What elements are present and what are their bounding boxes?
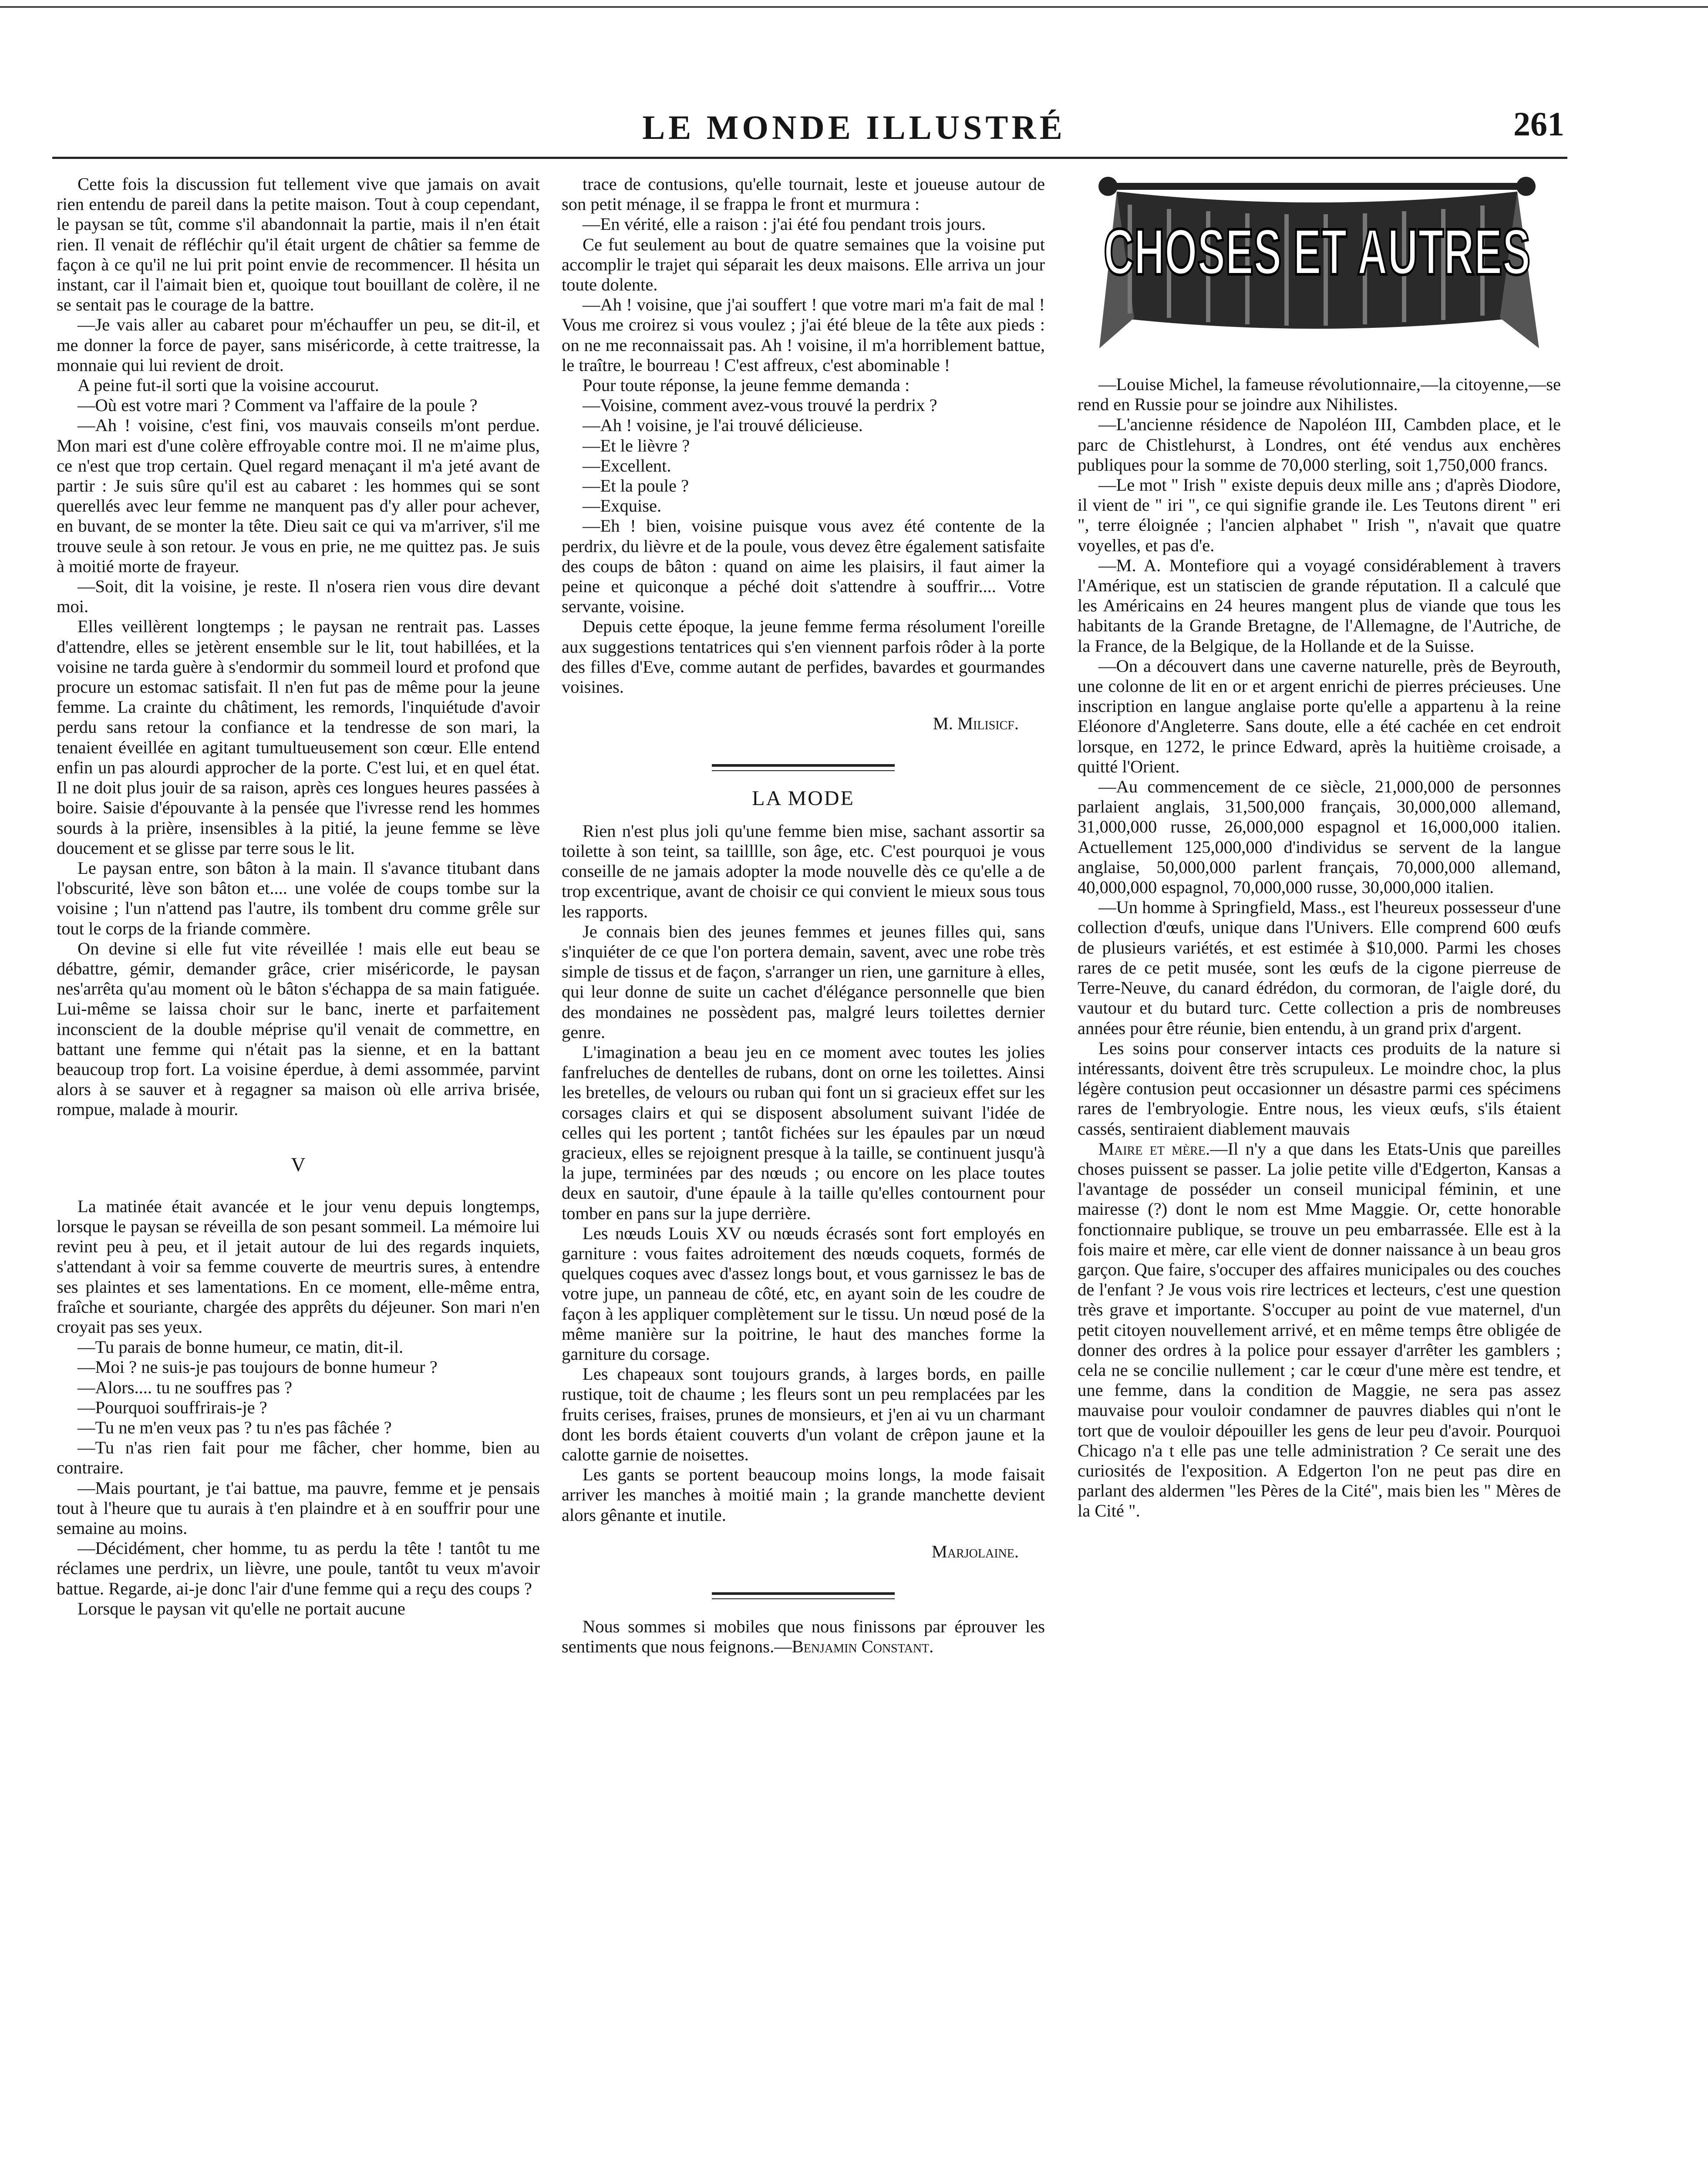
author-signature: Marjolaine.	[931, 1541, 1019, 1561]
paragraph: —Tu ne m'en veux pas ? tu n'es pas fâchée ?	[77, 1417, 392, 1437]
paragraph: Le paysan entre, son bâton à la main. Il s'avance titubant dans l'obscurité, lève son bâton et.... une volée de coups tombe sur la voisine ; l'un n'attend pas l'autre, ils tombent dru comme grêle sur tout le corps de la friande commère.	[57, 858, 540, 938]
masthead-title: LE MONDE ILLUSTRÉ	[642, 108, 1066, 146]
paragraph: —Ah ! voisine, c'est fini, vos mauvais conseils m'ont perdue. Mon mari est d'une colère effroyable contre moi. Il ne m'aime plus, ce n'est que trop certain. Quel regard menaçant il m'a jeté avant de partir : Je suis sûre qu'il est au cabaret : les hommes qui se sont querellés avec leur femme ne manquent pas d'y aller pour achever, en buvant, de se monter la tête. Dieu sait ce qui va m'arriver, s'il me trouve seule à son retour. Je vous en prie, ne me quittez pas. Je suis à moitié morte de frayeur.	[57, 415, 540, 576]
section-divider	[712, 764, 895, 771]
quote-text: Nous sommes si mobiles que nous finissons par éprouver les sentiments que nous feignons.—	[562, 1617, 1045, 1657]
paragraph: —Et la poule ?	[583, 476, 689, 496]
paragraph: Les chapeaux sont toujours grands, à larges bords, en paille rustique, toit de chaume ; les fleurs sont un peu remplacées par les fruits cerises, fraises, prunes de monsieurs, et j'en ai vu un charmant dont les bords étaient couverts d'un volant de crêpon jaune et la calotte garnie de noisettes.	[562, 1364, 1045, 1464]
top-edge-line	[0, 6, 1708, 8]
news-item: —Au commencement de ce siècle, 21,000,000 de personnes parlaient anglais, 31,500,000 français, 30,000,000 allemand, 31,000,000 russe, 26,000,000 espagnol et 16,000,000 italien. Actuellement 125,000,000 d'individus se servent de la langue anglaise, 50,000,000 parlent français, 70,000,000 allemand, 40,000,000 espagnol, 70,000,000 russe, 30,000,000 italien.	[1078, 777, 1561, 897]
paragraph: —Tu parais de bonne humeur, ce matin, dit-il.	[77, 1337, 404, 1357]
chapter-numeral: V	[291, 1153, 306, 1176]
section-divider	[712, 1592, 895, 1599]
paragraph: Lorsque le paysan vit qu'elle ne portait aucune	[77, 1598, 405, 1618]
news-item: —Un homme à Springfield, Mass., est l'heureux possesseur d'une collection d'œufs, unique dans l'Univers. Elle comprend 600 œufs de plusieurs variétés, et est estimée à $10,000. Parmi les choses rares de ce petit musée, sont les œufs de la cigone pierreuse de Terre-Neuve, du canard édrédon, du cormoran, de l'aigle doré, du vautour et du butard turc. Cette collection a pris de nombreuses années pour être réunie, bien entendu, à un grand prix d'argent.	[1078, 897, 1561, 1038]
paragraph: On devine si elle fut vite réveillée ! mais elle eut beau se débattre, gémir, demander grâce, crier miséricorde, le paysan nes'arrêta qu'au moment où le bâton s'échappa de sa main fatiguée. Lui-même se laissa choir sur le banc, inerte et parfaitement inconscient de la double méprise qu'il venait de commettre, en battant une femme qui n'était pas la sienne, et en la battant beaucoup trop fort. La voisine éperdue, à demi assommée, parvint alors à se sauver et à regagner sa maison où elle arriva brisée, rompue, malade à mourir.	[57, 938, 540, 1119]
quote	[562, 1617, 1045, 1657]
paragraph: Je connais bien des jeunes femmes et jeunes filles qui, sans s'inquiéter de ce que l'on portera demain, savent, avec une robe très simple de tissus et de façon, s'arranger un rien, une garniture à elles, qui leur donne de suite un cachet d'élégance personnelle que bien des mondaines ne possèdent pas, malgré leurs toilettes dernier genre.	[562, 921, 1045, 1042]
news-item: —On a découvert dans une caverne naturelle, près de Beyrouth, une colonne de lit en or et argent enrichi de pierres précieuses. Une inscription en langue anglaise porte qu'elle a appartenu à la reine Eléonore d'Angleterre. Sans doute, elle a été cachée en cet endroit lorsque, en 1272, le prince Edward, après la huitième croisade, a quitté l'Orient.	[1078, 656, 1561, 776]
choses-et-autres-banner	[1082, 174, 1556, 357]
news-item: —Le mot " Irish " existe depuis deux mille ans ; d'après Diodore, il vient de " iri ", ce qui signifie grande ile. Les Teutons dirent " eri ", terre éloignée ; l'ancien alphabet " Irish ", n'avait que quatre voyelles, et pas d'e.	[1078, 475, 1561, 555]
paragraph: Elles veillèrent longtemps ; le paysan ne rentrait pas. Lasses d'attendre, elles se jetèrent ensemble sur le lit, tout habillées, et la voisine ne tarda guère à s'endormir du sommeil lourd et profond que procure un estomac satisfait. Il n'en fut pas de même pour la jeune femme. La crainte du châtiment, les remords, l'inquiétude d'avoir perdu sans retour la confiance et la tendresse de son mari, la tenaient éveillée en agitant tumultueusement son cœur. Elle entend enfin un pas alourdi approcher de la porte. C'est lui, et en quel état. Il ne doit plus jouir de sa raison, après ces longues heures passées à boire. Saisie d'épouvante à la pensée que l'ivresse rend les hommes sourds à la prière, insensibles à la pitié, la jeune femme se lève doucement et se glisse par terre sous le lit.	[57, 617, 540, 858]
paragraph: —Alors.... tu ne souffres pas ?	[77, 1377, 293, 1397]
column-3	[1078, 174, 1561, 1521]
page-number: 261	[1513, 105, 1564, 143]
section-title: LA MODE	[752, 787, 855, 810]
paragraph: —Ah ! voisine, que j'ai souffert ! que votre mari m'a fait de mal ! Vous me croirez si vous voulez ; j'ai été bleue de la tête aux pieds : on ne me reconnaissait pas. Ah ! voisine, il m'a horriblement battue, le traître, le bourreau ! C'est affreux, c'est abominable !	[562, 295, 1045, 375]
paragraph: —Pourquoi souffrirais-je ?	[77, 1397, 267, 1417]
news-item	[1078, 1139, 1561, 1521]
banner-illustration	[1082, 174, 1556, 357]
banner-lettering: CHOSES ET AUTRES	[1104, 215, 1530, 288]
miscellany-items	[1078, 374, 1561, 1521]
story-ending	[562, 174, 1045, 697]
paragraph: —Et le lièvre ?	[583, 435, 690, 455]
paragraph: —Je vais aller au cabaret pour m'échauffer un peu, se dit-il, et me donner la force de payer, sans miséricorde, à cette traitresse, la monnaie qui lui revient de droit.	[57, 315, 540, 375]
header-rule	[52, 157, 1567, 159]
item-text: —Il n'y a que dans les Etats-Unis que pareilles choses puissent se passer. La jolie petite ville d'Edgerton, Kansas a l'avantage de posséder un conseil municipal féminin, et une mairesse (?) dont le nom est Mme Maggie. Or, cette honorable fonctionnaire publique, se trouve un peu embarrassée. Elle est à la fois maire et mère, car elle vient de donner naissance à un beau gros garçon. Que faire, s'occuper des affaires municipales ou des couches de l'enfant ? Je vous vois rire lectrices et lecteurs, c'est une question très grave et importante. S'occuper au point de vue maternel, d'un petit citoyen nouvellement arrivé, et en même temps être obligée de donner des ordres à la police pour essayer d'arrêter les gamblers ; cela ne se concilie nullement ; car le cœur d'une mère est tendre, et une femme, dans la condition de Maggie, ne sera pas assez mauvaise pour vouloir condamner de pauvres diables qui n'ont le tort que de vouloir dépouiller les gens de leur peu d'avoir. Pourquoi Chicago n'a t elle pas une telle administration ? Ce serait une des curiosités de l'exposition. A Edgerton l'on ne peut pas dire en parlant des aldermen "les Pères de la Cité", mais bien les " Mères de la Cité ".	[1078, 1139, 1561, 1521]
paragraph: Depuis cette époque, la jeune femme ferma résolument l'oreille aux suggestions tentatrices qui s'en viennent parfois rôder à la porte des filles d'Eve, comme autant de perfides, bavardes et gourmandes voisines.	[562, 617, 1045, 697]
paragraph: —En vérité, elle a raison : j'ai été fou pendant trois jours.	[583, 214, 986, 234]
paragraph: —Décidément, cher homme, tu as perdu la tête ! tantôt tu me réclames une perdrix, un lièvre, une poule, tantôt tu veux m'avoir battue. Regarde, ai-je donc l'air d'une femme qui a reçu des coups ?	[57, 1538, 540, 1598]
author-signature: M. Milisicf.	[933, 714, 1019, 734]
column-2	[562, 174, 1045, 1657]
paragraph: Rien n'est plus joli qu'une femme bien mise, sachant assortir sa toilette à son teint, sa tailllle, son âge, etc. C'est pourquoi je vous conseille de ne jamais adopter la mode nouvelle dès ce qu'elle a de trop excentrique, avant de choisir ce qui convient le mieux sous tous les rapports.	[562, 821, 1045, 921]
paragraph: —Eh ! bien, voisine puisque vous avez été contente de la perdrix, du lièvre et de la poule, vous devez être également satisfaite des coups de bâton : quand on aime les plaisirs, il faut aimer la peine et quiconque a péché doit s'attendre à souffrir.... Votre servante, voisine.	[562, 516, 1045, 617]
news-item: —M. A. Montefiore qui a voyagé considérablement à travers l'Amérique, est un statiscien de grande réputation. Il a calculé que les Américains en 24 heures mangent plus de viande que tous les habitants de la Grande Bretagne, de l'Allemagne, de l'Autriche, de la France, de la Belgique, de la Hollande et de la Suisse.	[1078, 555, 1561, 656]
paragraph: —Ah ! voisine, je l'ai trouvé délicieuse.	[583, 415, 863, 435]
paragraph: Cette fois la discussion fut tellement vive que jamais on avait rien entendu de pareil dans la petite maison. Tout à coup cependant, le paysan se tût, comme s'il abandonnait la partie, mais il n'en était rien. Il venait de réfléchir qu'il était urgent de châtier sa femme de façon à ce qu'il ne lui prit point envie de recommencer. Il hésita un instant, car il l'aimait bien et, quoique tout bouillant de colère, il ne se sentait pas le courage de la battre.	[57, 174, 540, 315]
paragraph: L'imagination a beau jeu en ce moment avec toutes les jolies fanfreluches de dentelles de rubans, dont on orne les toilettes. Ainsi les bretelles, de velours ou ruban qui font un si gracieux effet sur les corsages clairs et qui se disposent absolument suivant l'idée de celles qui les portent ; tantôt fichées sur les épaules par un nœud gracieux, elles se rejoignent presque à la taille, se continuent jusqu'à la jupe, terminées par des nœuds ; ou encore on les place toutes deux en sautoir, d'une épaule à la taille qu'elles contournent pour tomber en pans sur la jupe derrière.	[562, 1042, 1045, 1223]
paragraph: —Moi ? ne suis-je pas toujours de bonne humeur ?	[77, 1357, 438, 1377]
paragraph: trace de contusions, qu'elle tournait, leste et joueuse autour de son petit ménage, il se frappa le front et murmura :	[562, 174, 1045, 214]
news-item: —L'ancienne résidence de Napoléon III, Cambden place, et le parc de Chistlehurst, à Londres, ont été vendus aux enchères publiques pour la somme de 70,000 sterling, soit 1,750,000 francs.	[1078, 415, 1561, 475]
paragraph: Pour toute réponse, la jeune femme demanda :	[583, 375, 910, 395]
column-1	[57, 174, 540, 1619]
paragraph: —Où est votre mari ? Comment va l'affaire de la poule ?	[77, 395, 478, 415]
paragraph: Les gants se portent beaucoup moins longs, la mode faisait arriver les manches à moitié main ; la grande manchette devient alors gênante et inutile.	[562, 1465, 1045, 1525]
paragraph: —Mais pourtant, je t'ai battue, ma pauvre, femme et je pensais tout à l'heure que tu aurais à t'en plaindre et à en souffrir pour une semaine au moins.	[57, 1478, 540, 1538]
fashion-article	[562, 821, 1045, 1525]
paragraph: Ce fut seulement au bout de quatre semaines que la voisine put accomplir le trajet qui séparait les deux maisons. Elle arriva un jour toute dolente.	[562, 234, 1045, 295]
item-lead: Maire et mère.	[1098, 1139, 1210, 1159]
paragraph: —Tu n'as rien fait pour me fâcher, cher homme, bien au contraire.	[57, 1438, 540, 1478]
quote-author: Benjamin Constant.	[792, 1637, 934, 1657]
story-part-4	[57, 174, 540, 1120]
paragraph: —Voisine, comment avez-vous trouvé la perdrix ?	[583, 395, 937, 415]
paragraph: —Excellent.	[583, 455, 671, 475]
paragraph: La matinée était avancée et le jour venu depuis longtemps, lorsque le paysan se réveilla de son pesant sommeil. La mémoire lui revint peu à peu, et il jetait autour de lui des regards inquiets, s'attendant à voir sa femme couverte de meurtris sures, à entendre ses plaintes et ses lamentations. En ce moment, elle-même entra, fraîche et souriante, chargée des apprêts du déjeuner. Son mari n'en croyait pas ses yeux.	[57, 1196, 540, 1337]
story-part-5	[57, 1196, 540, 1619]
news-item: Les soins pour conserver intacts ces produits de la nature si intéressants, doivent être très scrupuleux. Le moindre choc, la plus légère contusion peut occasionner un désastre parmi ces spécimens rares de l'embryologie. Entre nous, les vieux œufs, s'ils étaient cassés, sentiraient diablement mauvais	[1078, 1038, 1561, 1139]
paragraph: A peine fut-il sorti que la voisine accourut.	[77, 375, 379, 395]
paragraph: —Exquise.	[583, 496, 662, 516]
paragraph: Les nœuds Louis XV ou nœuds écrasés sont fort employés en garniture : vous faites adroitement des nœuds coquets, formés de quelques coques avec d'assez longs bout, et vous garnissez le bas de votre jupe, un panneau de côté, etc, en ayant soin de les coudre de façon à les appliquer complètement sur le tissu. Un nœud posé de la même manière sur la poitrine, le haut des manches forme la garniture du corsage.	[562, 1223, 1045, 1364]
paragraph: —Soit, dit la voisine, je reste. Il n'osera rien vous dire devant moi.	[57, 576, 540, 617]
news-item: —Louise Michel, la fameuse révolutionnaire,—la citoyenne,—se rend en Russie pour se joindre aux Nihilistes.	[1078, 374, 1561, 415]
